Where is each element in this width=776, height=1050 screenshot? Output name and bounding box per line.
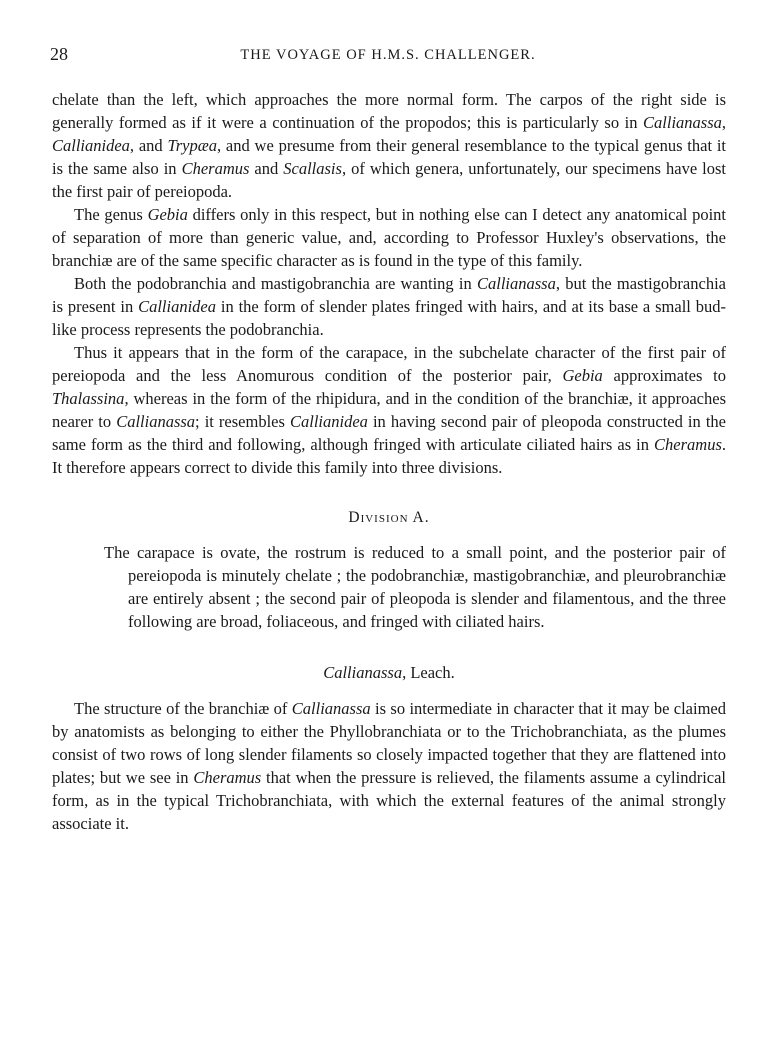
genus-name-italic: Callianidea	[138, 297, 217, 316]
paragraph-4-text: ; it resembles	[195, 412, 290, 431]
paragraph-2-text: The genus	[74, 205, 148, 224]
genus-name-italic: Callianassa	[116, 412, 196, 431]
genus-name-italic: Thalassina	[52, 389, 125, 408]
paragraph-3-text: in the form of slender plates fringed with hairs, and at its base a small bud-like process represents the podobranchia.	[52, 297, 726, 339]
genus-name-italic: Cheramus	[193, 768, 262, 787]
genus-name-italic: Callianassa	[476, 274, 556, 293]
genus-name-italic: Gebia	[147, 205, 188, 224]
paragraph-3-text: Both the podobranchia and mastigobranchia are wanting in	[74, 274, 477, 293]
paragraph-3	[52, 272, 726, 341]
genus-name-italic: Cheramus	[181, 159, 250, 178]
division-heading: Division A.	[348, 509, 430, 526]
genus-name-italic: Trypæa	[167, 136, 217, 155]
paragraph-1-text: , and we presume from their general resemblance to the typical genus that it is the same also in	[52, 136, 726, 178]
paragraph-4-text: Thus it appears that in the form of the carapace, in the subchelate character of the first pair of pereiopoda and the less Anomurous condition of the posterior pair,	[52, 343, 726, 385]
paragraph-1-text: , and	[129, 136, 168, 155]
paragraph-4	[52, 341, 726, 479]
genus-heading-name: Callianassa	[323, 663, 403, 682]
genus-heading	[52, 663, 726, 683]
page-number: 28	[50, 44, 68, 64]
genus-name-italic: Gebia	[562, 366, 603, 385]
paragraph-5-text: is so intermediate in character that it may be claimed by anatomists as belonging to either the Phyllobranchiata or to the Trichobranchiata, as the plumes consist of two rows of long slender filaments so closely impacted together that they are flattened into plates; but we see in	[52, 699, 726, 787]
genus-name-italic: Callianassa	[643, 113, 722, 132]
genus-name-italic: Callianidea	[289, 412, 368, 431]
division-description: The carapace is ovate, the rostrum is reduced to a small point, and the posterior pair of pereiopoda is minutely chelate ; the podobranchiæ, mastigobranchiæ, and pleurobranchiæ are entirely absent ; the second pair of pleopoda is slender and filamentous, and the three following are broad, foliaceous, and fringed with ciliated hairs.	[104, 543, 726, 631]
running-title: THE VOYAGE OF H.M.S. CHALLENGER.	[240, 47, 536, 63]
paragraph-1-text: ,	[721, 113, 726, 132]
genus-name-italic: Scallasis	[283, 159, 342, 178]
paragraph-5	[52, 697, 726, 835]
paragraph-4-text: in having second pair of pleopoda constructed in the same form as the third and following, although fringed with articulate ciliated hairs as in	[52, 412, 726, 454]
paragraph-5-text: that when the pressure is relieved, the filaments assume a cylindrical form, as in the typical Trichobranchiata, with which the external features of the animal strongly associate it.	[52, 768, 727, 833]
paragraph-1	[52, 88, 726, 203]
paragraph-4-text: . It therefore appears correct to divide this family into three divisions.	[52, 435, 726, 477]
page-body	[52, 88, 726, 835]
paragraph-1-text: chelate than the left, which approaches the more normal form. The carpos of the right side is generally formed as if it were a continuation of the propodos; this is particularly so in	[52, 90, 726, 132]
genus-name-italic: Callianidea	[52, 136, 130, 155]
paragraph-2-text: differs only in this respect, but in nothing else can I detect any anatomical point of separation of more than generic value, and, according to Professor Huxley's observations, the branchiæ are of the same specific character as is found in the type of this family.	[52, 205, 726, 270]
paragraph-1-text: , of which genera, unfortunately, our specimens have lost the first pair of pereiopoda.	[52, 159, 726, 201]
genus-name-italic: Callianassa	[291, 699, 371, 718]
paragraph-3-text: , but the mastigobranchia is present in	[52, 274, 726, 316]
genus-heading-author: , Leach.	[402, 663, 455, 682]
page-header	[50, 44, 726, 68]
paragraph-2	[52, 203, 726, 272]
genus-name-italic: Cheramus	[654, 435, 722, 454]
paragraph-4-text: approximates to	[602, 366, 726, 385]
paragraph-4-text: , whereas in the form of the rhipidura, and in the condition of the branchiæ, it approaches nearer to	[52, 389, 726, 431]
paragraph-1-text: and	[249, 159, 284, 178]
paragraph-5-text: The structure of the branchiæ of	[74, 699, 292, 718]
